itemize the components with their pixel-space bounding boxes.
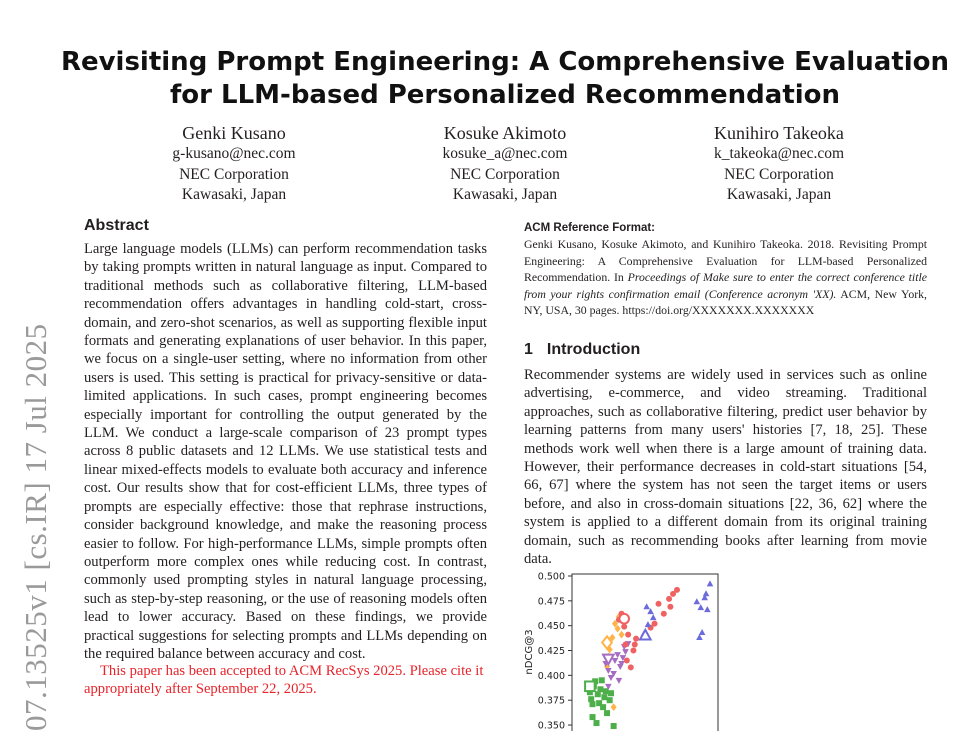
green-data-point: [603, 688, 609, 694]
y-tick-label: 0.375: [537, 695, 565, 707]
scatter-chart: [520, 570, 720, 731]
paper-title: Revisiting Prompt Engineering: A Comprehensive Evaluation for LLM-based Personalized Recommendation: [60, 47, 950, 110]
red-data-point: [667, 604, 673, 610]
introduction-heading: [524, 341, 640, 359]
author-name: Genki Kusano: [182, 123, 286, 143]
red-data-point: [621, 624, 627, 630]
red-data-point: [656, 601, 662, 607]
y-tick-label: 0.475: [537, 596, 565, 608]
acm-reference-heading: ACM Reference Format:: [524, 222, 655, 234]
author-block-2: [385, 122, 625, 206]
blue-data-point: [643, 603, 650, 609]
author-location: Kawasaki, Japan: [726, 186, 832, 203]
y-tick-label: 0.450: [537, 621, 565, 633]
author-email: kosuke_a@nec.com: [442, 145, 568, 162]
blue-data-point: [703, 590, 710, 596]
plot-frame: [572, 574, 718, 731]
author-email: k_takeoka@nec.com: [713, 145, 845, 162]
acm-reference-authors: Genki Kusano, Kosuke Akimoto, and Kunihiro Takeoka. 2018. Revisiting Prompt Engineering: A Comprehensive Evaluation for LLM-based Personalized Recommendation. In: [524, 237, 927, 285]
red-data-point: [652, 621, 658, 627]
green-data-point: [611, 723, 617, 729]
green-data-point: [607, 697, 613, 703]
purple-data-point: [616, 678, 623, 684]
section-title: Introduction: [546, 341, 641, 358]
orange-data-point: [619, 631, 625, 639]
y-tick-label: 0.400: [537, 670, 565, 682]
abstract-heading: Abstract: [84, 217, 149, 234]
red-data-point: [624, 657, 630, 663]
author-org: NEC Corporation: [450, 165, 560, 183]
green-data-point: [599, 677, 605, 683]
blue-data-point: [645, 621, 652, 627]
acm-reference-tail: ACM, New York, NY, USA, 30 pages. https://doi.org/XXXXXXX.XXXXXXX: [524, 286, 928, 318]
author-org: NEC Corporation: [179, 165, 289, 183]
green-data-point: [600, 704, 606, 710]
purple-data-point: [612, 658, 619, 664]
green-data-point: [590, 701, 596, 707]
author-block-3: [659, 122, 899, 206]
acceptance-note: This paper has been accepted to ACM RecSys 2025. Please cite it appropriately after September 22, 2025.: [84, 663, 484, 698]
introduction-text: Recommender systems are widely used in services such as online advertising, e-commerce, and video streaming. Traditional approaches, such as collaborative filtering, predict user behavior by learning patterns from many users' histories [7, 18, 25]. These methods work well when there is a large amount of training data. However, their performance decreases in cold-start situations [54, 66, 67] where the system has not seen the target items or users before, and also in cross-domain situations [22, 36, 62] where the system is applied to a different domain from its original training domain, such as recommending books after learning from movie data.: [524, 367, 927, 568]
blue-data-point: [694, 598, 701, 604]
abstract-text: Large language models (LLMs) can perform recommendation tasks by taking prompts written in natural language as input. Compared to traditional methods such as collaborative filtering, LLM-based recommendation offers advantages in handling cold-start, cross-domain, and zero-shot scenarios, as well as supporting flexible input formats and generating explanations of user behavior. In this paper, we focus on a single-user setting, where no information from other users is used. This setting is practical for privacy-sensitive or data-limited applications. In such cases, prompt engineering becomes especially important for controlling the output generated by the LLM. We conduct a large-scale comparison of 23 prompt types across 8 public datasets and 12 LLMs. We use statistical tests and linear mixed-effects models to evaluate both accuracy and inference cost. Our results show that for cost-efficient LLMs, three types of prompts are especially effective: those that rephrase instructions, consider background knowledge, and make the reasoning process easier to follow. For high-performance LLMs, simple prompts often outperform more complex ones while reducing cost. In contrast, commonly used prompting styles in natural language processing, such as step-by-step reasoning, or the use of reasoning models often lead to lower accuracy. Based on these findings, we provide practical suggestions for selecting prompts and LLMs depending on the required balance between accuracy and cost.: [84, 241, 487, 662]
author-name: Kosuke Akimoto: [443, 123, 567, 143]
red-data-point: [661, 611, 667, 617]
green-data-point: [604, 710, 610, 716]
blue-data-point: [699, 629, 706, 635]
y-tick-label: 0.500: [537, 571, 565, 583]
y-axis-label: nDCG@3: [524, 629, 535, 675]
author-name: Kunihiro Takeoka: [714, 123, 844, 143]
red-highlight-point: [619, 614, 629, 624]
blue-data-point: [707, 580, 714, 586]
author-email: g-kusano@nec.com: [172, 145, 296, 162]
author-location: Kawasaki, Japan: [181, 186, 287, 203]
blue-data-point: [650, 614, 657, 620]
green-data-point: [593, 720, 599, 726]
green-data-point: [597, 686, 603, 692]
author-location: Kawasaki, Japan: [452, 186, 558, 203]
acm-reference-text: [524, 236, 927, 319]
y-tick-label: 0.350: [537, 720, 565, 731]
red-data-point: [623, 642, 629, 648]
green-data-point: [608, 690, 614, 696]
orange-data-point: [611, 703, 617, 711]
red-data-point: [632, 642, 638, 648]
red-data-point: [666, 596, 672, 602]
green-data-point: [601, 694, 607, 700]
purple-data-point: [622, 649, 629, 655]
red-data-point: [633, 636, 639, 642]
red-data-point: [625, 632, 631, 638]
acm-reference-proceedings: Proceedings of Make sure to enter the correct conference title from your rights confirmation email (Conference acronym 'XX).: [524, 270, 928, 301]
blue-highlight-point: [640, 630, 651, 640]
blue-data-point: [697, 604, 704, 610]
blue-data-point: [704, 606, 711, 612]
red-data-point: [674, 587, 680, 593]
arxiv-identifier: 07.13525v1 [cs.IR] 17 Jul 2025: [18, 323, 53, 731]
red-data-point: [628, 664, 634, 670]
author-block-1: [114, 122, 354, 206]
y-tick-label: 0.425: [537, 646, 565, 658]
section-number: 1: [524, 341, 533, 358]
green-data-point: [590, 714, 596, 720]
red-data-point: [630, 648, 636, 654]
author-org: NEC Corporation: [724, 165, 834, 183]
green-highlight-point: [585, 681, 595, 691]
